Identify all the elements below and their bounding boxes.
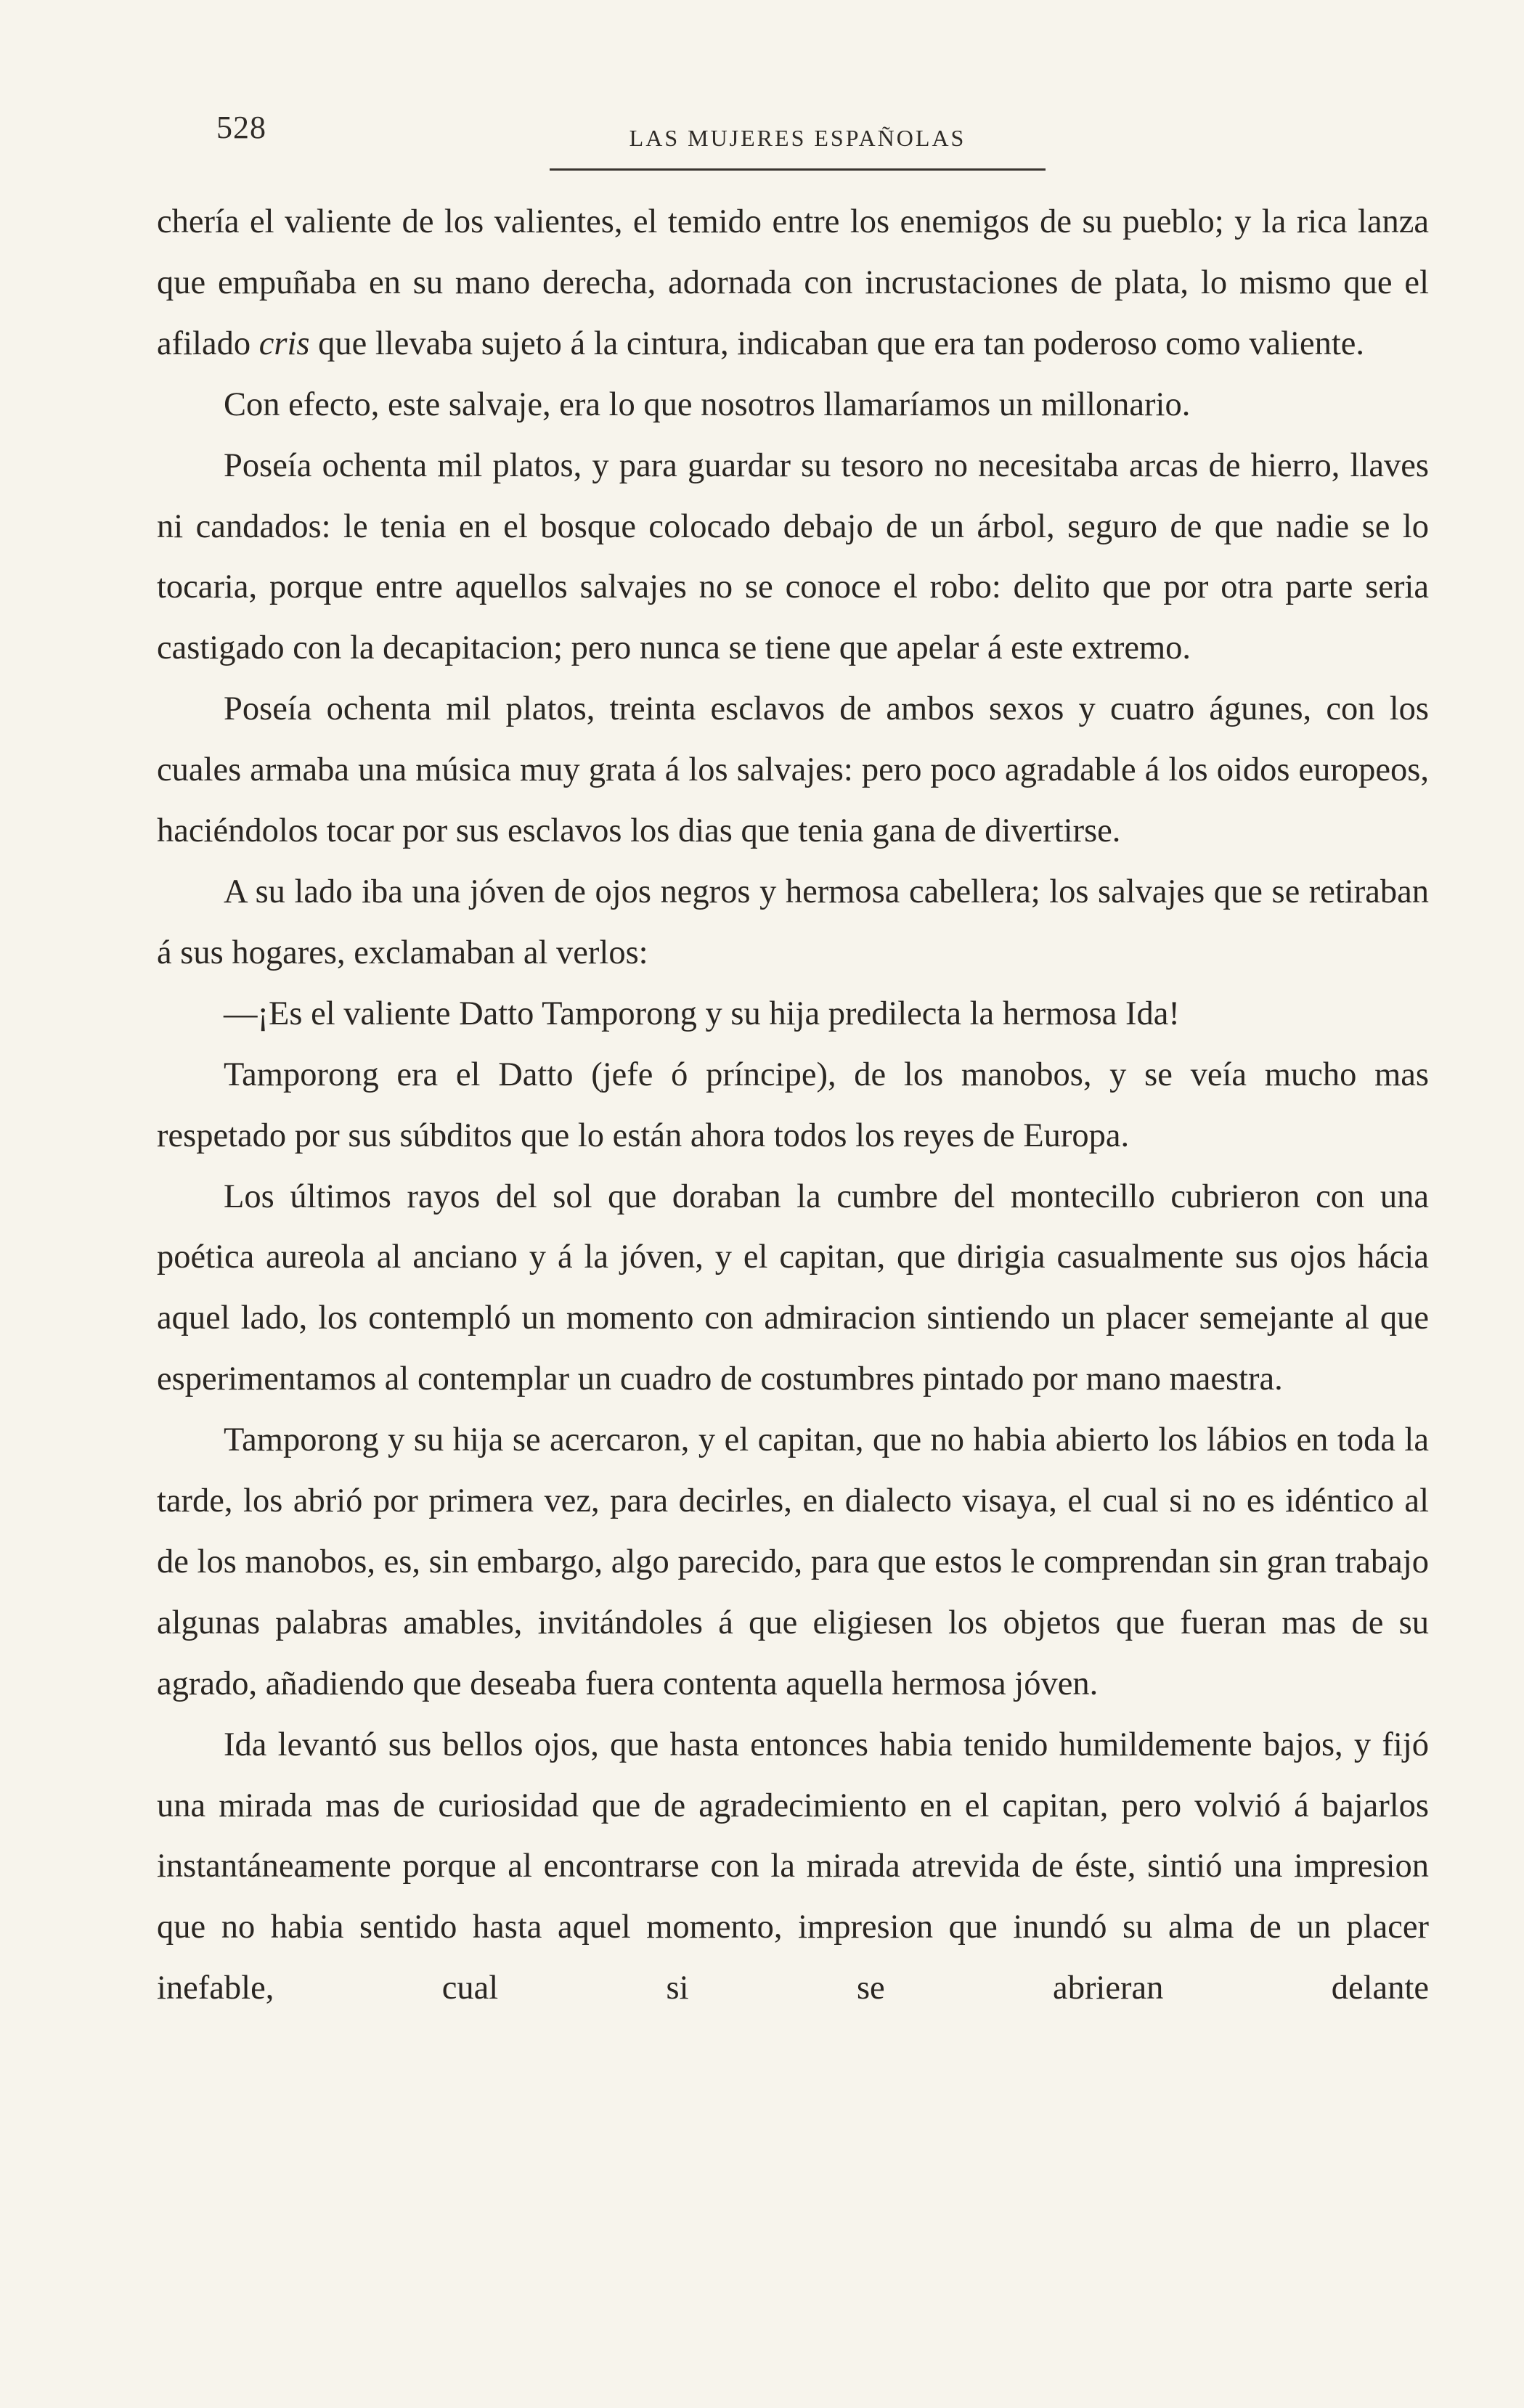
- body-text: [157, 192, 1429, 2019]
- paragraph-3: Poseía ochenta mil platos, y para guardar su tesoro no necesitaba arcas de hierro, llaves ni candados: le tenia en el bosque colocado debajo de un árbol, seguro de que nadie se lo tocaria, porque entre aquellos salvajes no se conoce el robo: delito que por otra parte seria castigado con la decapitacion; pero nunca se tiene que apelar á este extremo.: [157, 446, 1429, 667]
- paragraph-4: Poseía ochenta mil platos, treinta esclavos de ambos sexos y cuatro águnes, con los cuales armaba una música muy grata á los salvajes: pero poco agradable á los oidos europeos, haciéndolos tocar por sus esclavos los dias que tenia gana de divertirse.: [157, 690, 1429, 850]
- paragraph-6: —¡Es el valiente Datto Tamporong y su hija predilecta la hermosa Ida!: [224, 995, 1180, 1032]
- paragraph-5: A su lado iba una jóven de ojos negros y hermosa cabellera; los salvajes que se retiraban á sus hogares, exclamaban al verlos:: [157, 873, 1429, 971]
- paragraph-7: Tamporong era el Datto (jefe ó príncipe), de los manobos, y se veía mucho mas respetado por sus súbditos que lo están ahora todos los reyes de Europa.: [157, 1056, 1429, 1154]
- paragraph-8: Los últimos rayos del sol que doraban la cumbre del montecillo cubrieron con una poética aureola al anciano y á la jóven, y el capitan, que dirigia casualmente sus ojos hácia aquel lado, los contempló un momento con admiracion sintiendo un placer semejante al que esperimentamos al contemplar un cuadro de costumbres pintado por mano maestra.: [157, 1178, 1429, 1398]
- header-rule: [550, 168, 1046, 171]
- italic-word-cris: cris: [258, 325, 310, 362]
- paragraph-9: Tamporong y su hija se acercaron, y el capitan, que no habia abierto los lábios en toda la tarde, los abrió por primera vez, para decirles, en dialecto visaya, el cual si no es idéntico al de los manobos, es, sin embargo, algo parecido, para que estos le comprendan sin gran trabajo algunas palabras amables, invitándoles á que eligiesen los objetos que fueran mas de su agrado, añadiendo que deseaba fuera contenta aquella hermosa jóven.: [157, 1421, 1429, 1702]
- paragraph-1-text-b: que llevaba sujeto á la cintura, indicaban que era tan poderoso como valiente.: [309, 325, 1365, 362]
- running-head: LAS MUJERES ESPAÑOLAS: [629, 125, 966, 151]
- paragraph-10: Ida levantó sus bellos ojos, que hasta entonces habia tenido humildemente bajos, y fijó una mirada mas de curiosidad que de agradecimiento en el capitan, pero volvió á bajarlos instantáneamente porque al encontrarse con la mirada atrevida de éste, sintió una impresion que no habia sentido hasta aquel momento, impresion que inundó su alma de un placer inefable, cual si se abrieran delante: [157, 1726, 1429, 2007]
- paragraph-1: [157, 192, 1429, 375]
- paragraph-2: Con efecto, este salvaje, era lo que nosotros llamaríamos un millonario.: [224, 385, 1191, 423]
- page-number: 528: [216, 110, 266, 145]
- paragraph-1-text-a: chería el valiente de los valientes, el temido entre los enemigos de su pueblo; y la rica lanza que empuñaba en su mano derecha, adornada con incrustaciones de plata, lo mismo que el afilado: [157, 203, 1429, 362]
